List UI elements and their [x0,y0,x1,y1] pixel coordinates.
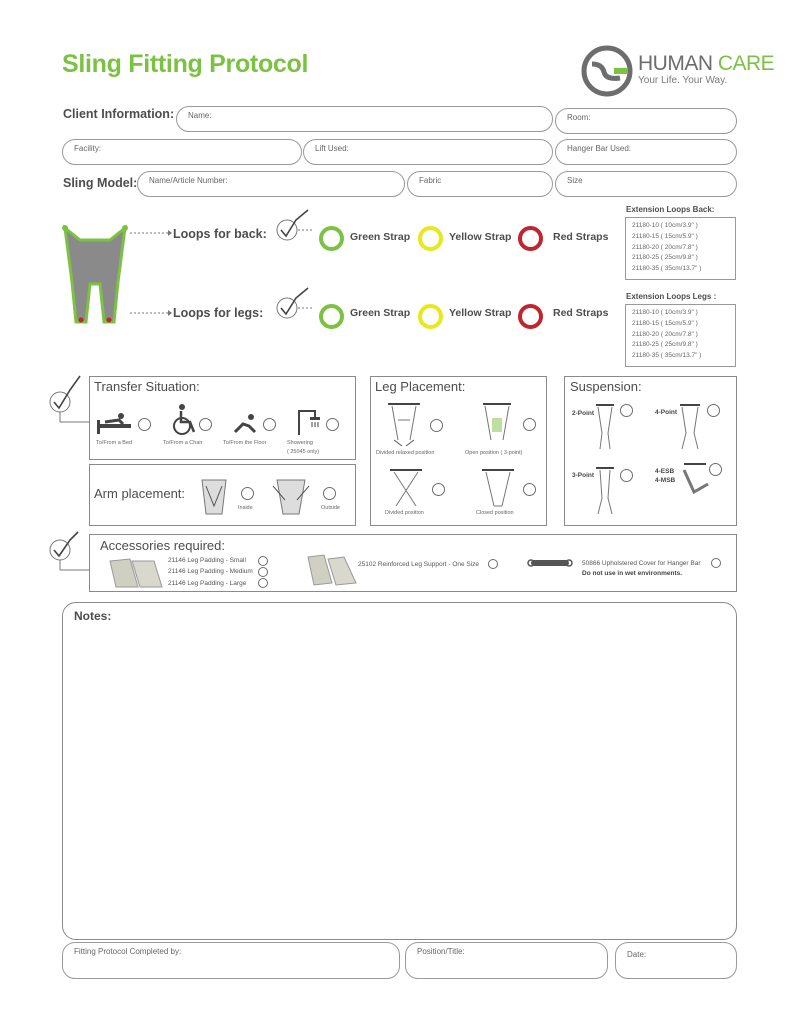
suspension-2point-label: 2-Point [572,410,595,417]
leg-divided-label: Divided position [385,510,424,516]
article-number-field[interactable]: Name/Article Number: [137,171,405,197]
suspension-4point-radio[interactable] [707,404,720,417]
legs-yellow-strap-label: Yellow Strap [449,307,512,319]
sling-diagram [60,222,130,328]
reinforced-leg-support-label: 25102 Reinforced Leg Support - One Size [358,561,480,568]
hanger-bar-field[interactable]: Hanger Bar Used: [555,139,737,165]
completed-by-field[interactable]: Fitting Protocol Completed by: [62,942,400,979]
bed-radio[interactable] [138,418,151,431]
leg-divided-illustration [384,466,428,510]
leg-divided-radio[interactable] [432,483,445,496]
arm-inside-illustration [196,476,232,516]
room-field[interactable]: Room: [555,108,737,134]
floor-transfer-icon [233,414,259,434]
pencil-check-icon [48,376,92,426]
extension-legs-title: Extension Loops Legs : [626,292,717,301]
loops-legs-label: Loops for legs: [173,306,264,320]
legs-green-strap-label: Green Strap [350,307,411,319]
suspension-4esb-radio[interactable] [709,463,722,476]
name-field[interactable]: Name: [176,106,553,132]
legs-yellow-strap-radio[interactable] [418,304,443,329]
leg-closed-radio[interactable] [523,483,536,496]
extension-back-list: 21180-10 ( 10cm/3.9" ) 21180-15 ( 15cm/5.9" ) 21180-20 ( 20cm/7.8" ) 21180-25 ( 25cm/9.8" ) 21180-35 ( 35cm/13.7" ) [625,217,736,280]
leg-divided-relaxed-illustration [382,400,426,448]
back-yellow-strap-label: Yellow Strap [449,231,512,243]
floor-label: To/From the Floor [223,440,267,446]
brand-tagline: Your Life. Your Way. [638,75,728,86]
legs-red-strap-label: Red Straps [553,307,609,319]
shower-note: ( 25045 only) [287,449,320,455]
suspension-title: Suspension: [570,379,642,394]
suspension-3point-label: 3-Point [572,472,595,479]
leg-padding-illustration [108,557,164,589]
back-green-strap-label: Green Strap [350,231,411,243]
back-green-strap-radio[interactable] [319,226,344,251]
suspension-3point-illustration [592,466,618,516]
human-care-logo [580,44,775,100]
leg-closed-illustration [476,466,520,510]
shower-icon [295,407,319,435]
sling-model-label: Sling Model: [63,176,138,190]
accessories-title: Accessories required: [100,538,225,553]
arm-outside-label: Outside [321,505,340,511]
leg-padding-medium-label: 21146 Leg Padding - Medium [168,568,253,575]
suspension-2point-radio[interactable] [620,404,633,417]
page-title: Sling Fitting Protocol [62,50,309,78]
notes-area[interactable] [62,602,737,940]
leg-open-illustration [477,400,517,448]
back-red-strap-radio[interactable] [518,226,543,251]
leg-title: Leg Placement: [375,379,466,394]
leg-padding-small-radio[interactable] [258,556,268,566]
leg-padding-large-radio[interactable] [258,578,268,588]
floor-radio[interactable] [263,418,276,431]
size-field[interactable]: Size [555,171,737,197]
leg-open-label: Open position ( 3-point) [465,450,523,456]
lift-used-field[interactable]: Lift Used: [303,139,553,165]
leg-padding-large-label: 21146 Leg Padding - Large [168,580,247,587]
loops-back-label: Loops for back: [173,227,267,241]
chair-label: To/From a Chair [163,440,203,446]
logo-mark-icon [580,44,634,98]
pencil-check-icon [276,286,312,326]
suspension-4point-illustration [676,403,704,451]
extension-back-title: Extension Loops Back: [626,205,715,214]
hanger-bar-cover-label: 50866 Upholstered Cover for Hanger Bar [582,560,701,567]
leg-open-radio[interactable] [523,418,536,431]
arm-inside-label: Inside [238,505,253,511]
leg-closed-label: Closed position [476,510,514,516]
fabric-field[interactable]: Fabric [407,171,553,197]
reinforced-leg-support-illustration [306,553,358,587]
leg-divided-relaxed-radio[interactable] [430,419,443,432]
pointer-arrows [130,225,170,325]
wheelchair-icon [170,404,198,436]
hanger-bar-cover-radio[interactable] [711,558,721,568]
leg-padding-medium-radio[interactable] [258,567,268,577]
suspension-panel [564,376,737,526]
suspension-4msb-label: 4-MSB [655,477,676,484]
suspension-4point-label: 4-Point [655,409,678,416]
legs-green-strap-radio[interactable] [319,304,344,329]
position-title-field[interactable]: Position/Title: [405,942,608,979]
wet-environment-warning: Do not use in wet environments. [582,570,683,577]
leg-divided-relaxed-label: Divided relaxed position [376,450,435,456]
shower-radio[interactable] [326,418,339,431]
extension-legs-list: 21180-10 ( 10cm/3.9" ) 21180-15 ( 15cm/5.9" ) 21180-20 ( 20cm/7.8" ) 21180-25 ( 25cm/9.8" ) 21180-35 ( 35cm/13.7" ) [625,304,736,367]
reinforced-leg-support-radio[interactable] [488,559,498,569]
transfer-title: Transfer Situation: [94,379,200,394]
arm-inside-radio[interactable] [241,487,254,500]
suspension-3point-radio[interactable] [620,469,633,482]
leg-padding-small-label: 21146 Leg Padding - Small [168,557,246,564]
shower-label: Showering [287,440,313,446]
date-field[interactable]: Date: [615,942,737,979]
pencil-check-icon [48,534,92,574]
brand-name: HUMAN CARE [638,52,775,75]
facility-field[interactable]: Facility: [62,139,302,165]
arm-outside-radio[interactable] [323,487,336,500]
hanger-bar-cover-illustration [527,557,573,569]
suspension-2point-illustration [592,403,618,451]
back-red-strap-label: Red Straps [553,231,609,243]
pencil-check-icon [276,208,312,248]
bed-label: To/From a Bed [96,440,133,446]
legs-red-strap-radio[interactable] [518,304,543,329]
bed-transfer-icon [97,410,131,434]
suspension-4esb-label: 4-ESB [655,468,675,475]
suspension-4esb-illustration [680,462,710,498]
back-yellow-strap-radio[interactable] [418,226,443,251]
chair-radio[interactable] [199,418,212,431]
notes-label: Notes: [74,609,112,623]
arm-outside-illustration [271,476,311,516]
arm-title: Arm placement: [94,486,186,501]
client-info-label: Client Information: [63,107,175,121]
